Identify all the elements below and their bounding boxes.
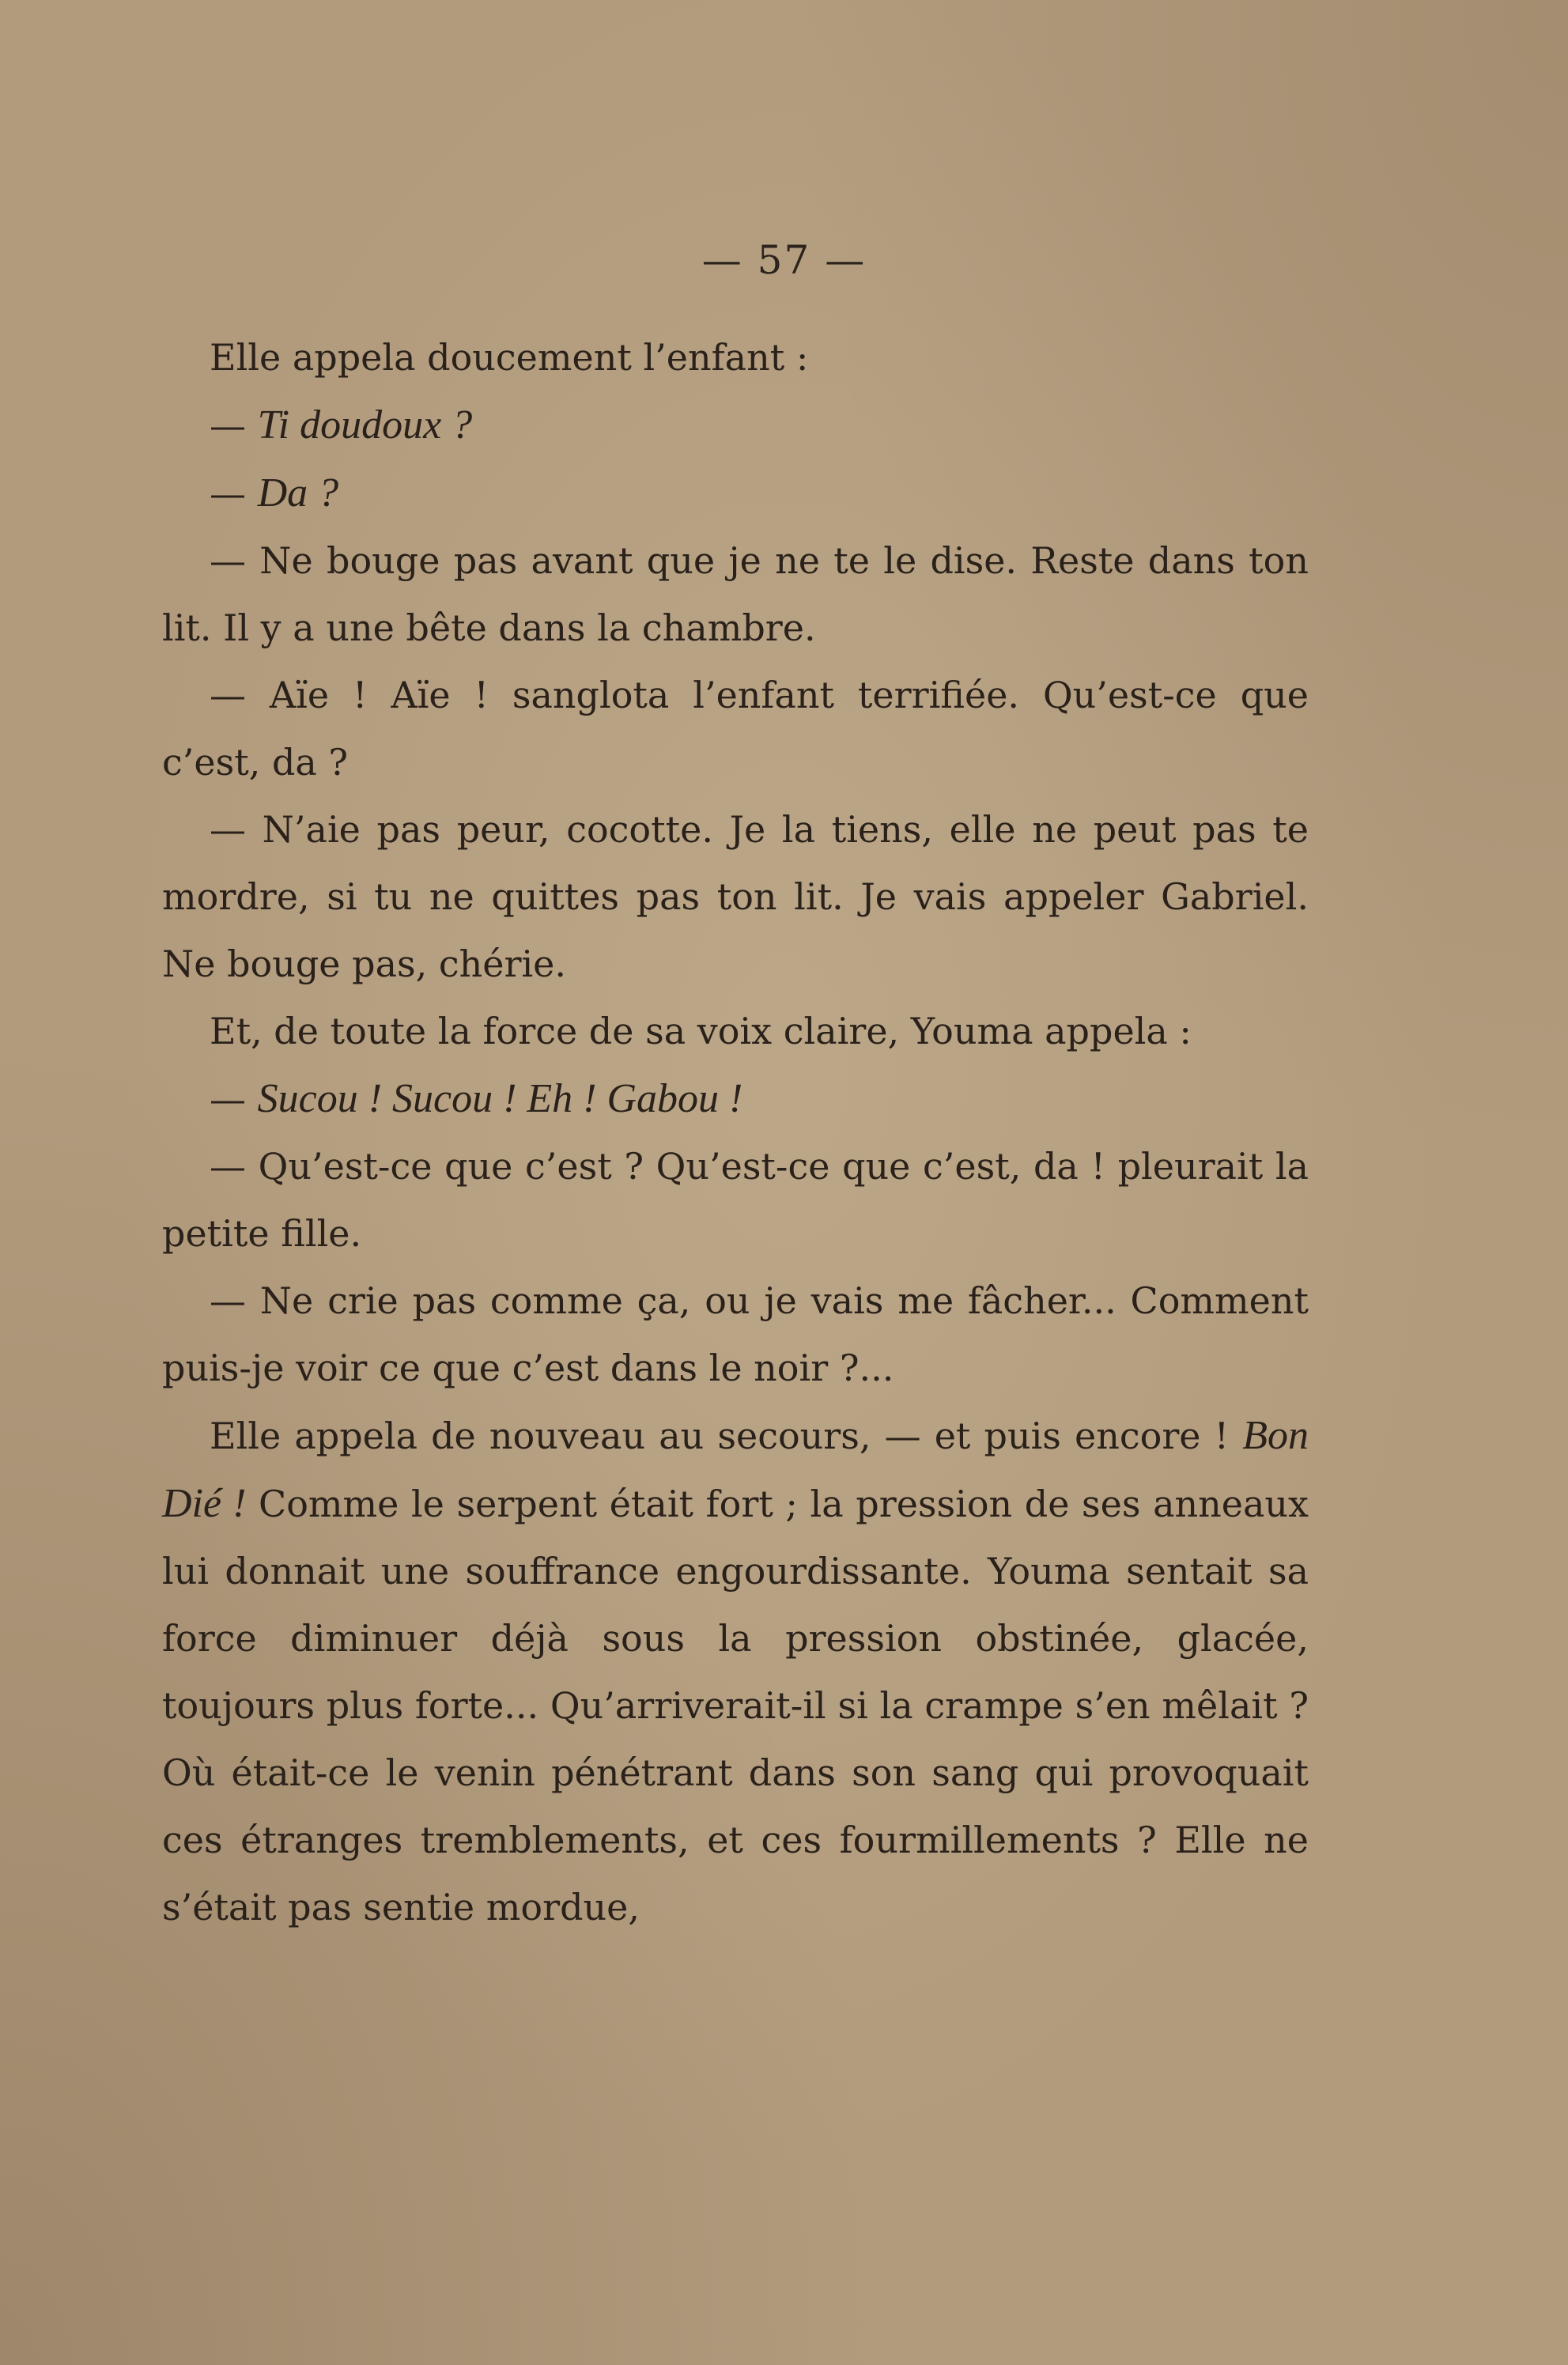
paragraph-text: Elle appela de nouveau au secours, — et puis encore ! [210,1415,1243,1457]
page-number: — 57 — [701,237,867,283]
paragraph-text: — Aïe ! Aïe ! sanglota l’enfant terrifiée. Qu’est-ce que c’est, da ? [162,674,1309,784]
paragraph [162,324,1309,391]
paragraph [162,1402,1309,1941]
paragraph [162,459,1309,527]
paragraph [162,998,1309,1065]
italic-text: Sucou ! Sucou ! Eh ! Gabou ! [257,1076,743,1121]
paragraph-text: — [210,404,258,447]
paragraph-text: — Ne bouge pas avant que je ne te le dise. Reste dans ton lit. Il y a une bête dans la chambre. [162,539,1309,649]
paragraph-text: Comme le serpent était fort ; la pression de ses anneaux lui donnait une souffrance engourdissante. Youma sentait sa force diminuer déjà sous la pression obstinée, glacée, toujours plus forte... Qu’arriverait-il si la crampe s’en mêlait ? Où était-ce le venin pénétrant dans son sang qui provoquait ces étranges tremblements, et ces fourmillements ? Elle ne s’était pas sentie mordue, [162,1483,1309,1929]
paragraph-text: — N’aie pas peur, cocotte. Je la tiens, elle ne peut pas te mordre, si tu ne quittes pas ton lit. Je vais appeler Gabriel. Ne bouge pas, chérie. [162,808,1309,985]
paragraph [162,1133,1309,1268]
paragraph-text: Elle appela doucement l’enfant : [210,336,809,379]
paragraph [162,1065,1309,1133]
paragraph [162,391,1309,459]
paragraph [162,796,1309,998]
italic-text: Ti doudoux ? [257,402,473,448]
italic-text: Da ? [257,470,339,516]
paragraph-text: — Qu’est-ce que c’est ? Qu’est-ce que c’est, da ! pleurait la petite fille. [162,1145,1309,1255]
paragraph-text: — [210,472,258,515]
paragraph-text: — [210,1078,258,1120]
paragraph [162,662,1309,796]
paragraph [162,527,1309,662]
paragraph [162,1268,1309,1402]
body-text [162,324,1309,1941]
paragraph-text: Et, de toute la force de sa voix claire, Youma appela : [210,1010,1192,1052]
italic-text: Bon Dié ! [162,1413,1309,1526]
paragraph-text: — Ne crie pas comme ça, ou je vais me fâcher... Comment puis-je voir ce que c’est dans le noir ?... [162,1279,1309,1389]
